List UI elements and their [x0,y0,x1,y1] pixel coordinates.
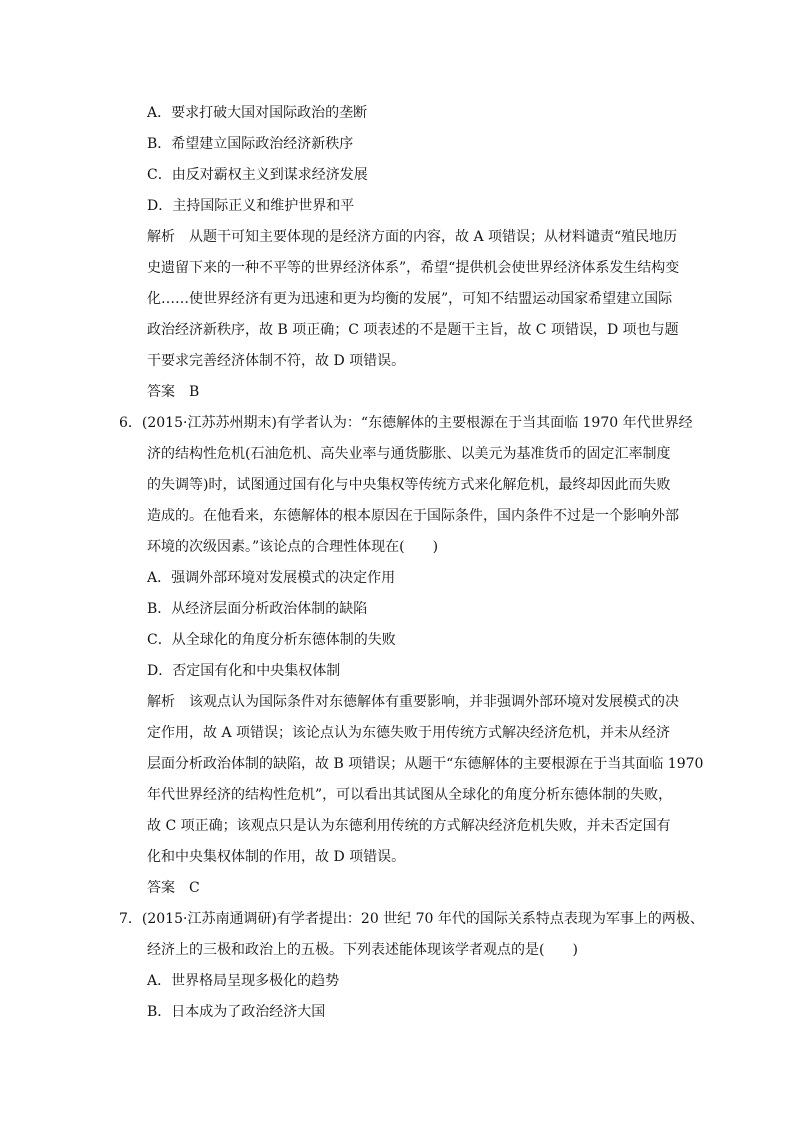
q6-analysis-line: 化和中央集权体制的作用，故 D 项错误。 [147,849,406,865]
q5-analysis-line: 干要求完善经济体制不符，故 D 项错误。 [147,353,406,369]
q6-stem-line: 的失调等)时，试图通过国有化与中央集权等传统方式来化解危机，最终却因此而失败 [147,477,671,493]
q7-option-a: A．世界格局呈现多极化的趋势 [147,973,340,989]
q6-analysis-line: 年代世界经济的结构性危机”，可以看出其试图从全球化的角度分析东德体制的失败， [147,787,673,803]
q5-option-b: B．希望建立国际政治经济新秩序 [147,136,354,152]
q6-analysis-line: 故 C 项正确；该观点只是认为东德利用传统的方式解决经济危机失败，并未否定国有 [147,818,671,834]
q6-stem-line: 济的结构性危机(石油危机、高失业率与通货膨胀、以美元为基准货币的固定汇率制度 [147,446,671,462]
q5-option-d: D．主持国际正义和维护世界和平 [147,198,355,214]
q7-stem-line: 7．(2015·江苏南通调研)有学者提出：20 世纪 70 年代的国际关系特点表现为军事上的两极、 [119,911,704,927]
q6-option-c: C．从全球化的角度分析东德体制的失败 [147,632,396,648]
q5-answer: 答案 B [147,384,200,400]
q5-analysis-line: 化……使世界经济有更为迅速和更为均衡的发展”，可知不结盟运动国家希望建立国际 [147,291,673,307]
q6-answer: 答案 C [147,880,200,896]
q6-analysis-line: 解析 该观点认为国际条件对东德解体有重要影响，并非强调外部环境对发展模式的决 [147,694,679,710]
q5-analysis-line: 解析 从题干可知主要体现的是经济方面的内容，故 A 项错误；从材料谴责“殖民地历 [147,229,678,245]
q6-option-d: D．否定国有化和中央集权体制 [147,663,341,679]
q5-analysis-line: 政治经济新秩序，故 B 项正确；C 项表述的不是题干主旨，故 C 项错误，D 项也与题 [147,322,679,338]
q6-stem-line: 环境的次级因素。”该论点的合理性体现在( ) [147,539,439,555]
q6-stem-line: 造成的。在他看来，东德解体的根本原因在于国际条件，国内条件不过是一个影响外部 [147,508,679,524]
q7-stem-line: 经济上的三极和政治上的五极。下列表述能体现该学者观点的是( ) [147,942,578,958]
q6-stem-line: 6．(2015·江苏苏州期末)有学者认为：“东德解体的主要根源在于当其面临 1970 年代世界经 [119,415,693,431]
q7-option-b: B．日本成为了政治经济大国 [147,1004,326,1020]
q6-analysis-line: 定作用，故 A 项错误；该论点认为东德失败于用传统方式解决经济危机，并未从经济 [147,725,671,741]
q6-analysis-line: 层面分析政治体制的缺陷，故 B 项错误；从题干“东德解体的主要根源在于当其面临 1970 [147,756,704,772]
q6-option-b: B．从经济层面分析政治体制的缺陷 [147,601,368,617]
q5-analysis-line: 史遗留下来的一种不平等的世界经济体系”，希望“提供机会使世界经济体系发生结构变 [147,260,680,276]
q5-option-a: A．要求打破大国对国际政治的垄断 [147,105,368,121]
q5-option-c: C．由反对霸权主义到谋求经济发展 [147,167,368,183]
q6-option-a: A．强调外部环境对发展模式的决定作用 [147,570,396,586]
